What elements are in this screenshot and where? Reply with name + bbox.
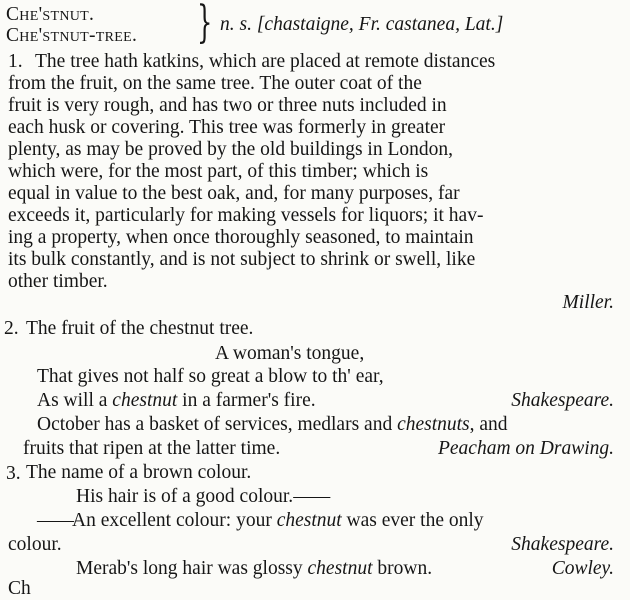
quote-line: fruits that ripen at the latter time. [23,438,281,459]
sense-1-line: its bulk constantly, and is not subject to shrink or swell, like [8,249,476,270]
sense-1-line: other timber. [8,271,108,292]
headword-italic: chestnut [276,510,342,531]
sense-2-number: 2. [4,318,19,339]
sense-1-line: The tree hath katkins, which are placed at remote distances [35,51,496,72]
sense-1-line: from the fruit, on the same tree. The outer coat of the [8,73,422,94]
quote-text: in a farmer's fire. [177,390,316,411]
sense-3-definition: The name of a brown colour. [26,462,252,483]
sense-1-line: fruit is very rough, and has two or three nuts included in [8,95,447,116]
sense-1-line: which were, for the most part, of this timber; which is [8,161,429,182]
author-citation: Peacham on Drawing. [437,438,614,459]
quote-line [76,486,328,508]
quote-line: A woman's tongue, [215,343,365,364]
quote-text: , and [469,414,508,435]
sense-1-line: exceeds it, particularly for making vessels for liquors; it hav- [8,205,484,226]
sense-1-line: ing a property, when once thoroughly seasoned, to maintain [8,227,474,248]
sense-1-line: equal in value to the best oak, and, for many purposes, far [8,183,460,204]
quote-line [37,510,484,532]
headword-chestnut-tree: Che'stnut-tree. [6,25,138,46]
quote-text: As will a [37,390,113,411]
quote-text: brown. [372,558,433,579]
quote-line: That gives not half so great a blow to th' ear, [37,366,384,387]
cut-off-next-entry: Ch [8,578,31,599]
brace-glyph: } [197,0,213,48]
author-citation: Miller. [562,292,614,313]
em-dash: —— [293,486,329,507]
quote-line: colour. [8,534,62,555]
sense-1-line: plenty, as may be proved by the old buildings in London, [8,139,454,160]
headword-italic: chestnut [307,558,373,579]
quote-line [37,390,316,412]
quote-text: October has a basket of services, medlars and [37,414,398,435]
headword-italic: chestnut [112,390,178,411]
quote-line [37,414,508,436]
sense-1-number: 1. [8,51,23,72]
part-of-speech: n. s. [220,14,252,35]
quote-text: An excellent colour: your [72,510,277,531]
grammar-etymology-line [220,14,503,36]
etymology: [chastaigne, Fr. castanea, Lat.] [256,14,504,35]
quote-text: His hair is of a good colour. [76,486,294,507]
headword-italic: chestnuts [397,414,470,435]
headword-chestnut: Che'stnut. [6,4,95,25]
sense-3-number: 3. [6,463,21,484]
quote-text: was ever the only [341,510,484,531]
quote-text: Merab's long hair was glossy [76,558,308,579]
em-dash: —— [37,510,72,531]
author-citation: Shakespeare. [511,534,614,555]
sense-1-line: each husk or covering. This tree was formerly in greater [8,117,446,138]
author-citation: Shakespeare. [511,390,614,411]
author-citation: Cowley. [551,558,614,579]
sense-2-definition: The fruit of the chestnut tree. [26,318,254,339]
quote-line [76,558,432,580]
